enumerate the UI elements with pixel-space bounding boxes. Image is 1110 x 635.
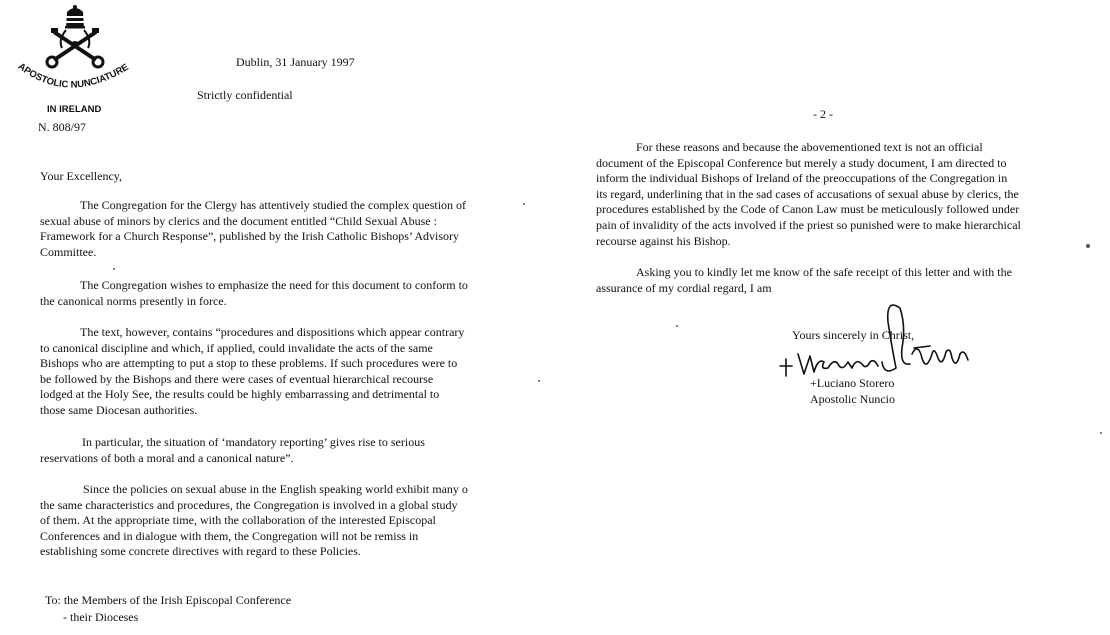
nunciature-country: IN IRELAND: [47, 104, 102, 115]
page-number: - 2 -: [813, 107, 833, 121]
letter-paragraph-1: The Congregation for the Clergy has attentively studied the complex question of sexual abuse of minors by clerics and the document entitled “Child Sexual Abuse : Framework for a Church Response”, published by the Irish Catholic Bishops’ Advisory Committee.: [40, 198, 467, 259]
reference-number: N. 808/97: [38, 120, 86, 134]
addressee-sub: - their Dioceses: [63, 610, 139, 624]
svg-text:APOSTOLIC NUNCIATURE: APOSTOLIC NUNCIATURE: [15, 60, 131, 91]
scan-speck: [1086, 244, 1090, 248]
signer-name: +Luciano Storero: [810, 376, 895, 390]
letter-paragraph-2: The Congregation wishes to emphasize the need for this document to conform to the canonical norms presently in force.: [40, 278, 468, 308]
handwritten-signature: [774, 296, 974, 380]
scan-speck: [538, 380, 540, 382]
place-date: Dublin, 31 January 1997: [236, 55, 355, 69]
addressee-line: To: the Members of the Irish Episcopal Conference: [45, 593, 292, 607]
nunciature-arc-text: [8, 48, 143, 100]
letter-paragraph-4: In particular, the situation of ‘mandatory reporting’ gives rise to serious reservations of both a moral and a canonical nature”.: [40, 435, 425, 465]
scan-speck: [113, 268, 115, 270]
letter-paragraph-6: For these reasons and because the abovementioned text is not an official document of the Episcopal Conference but merely a study document, I am directed to inform the individual Bishops of Ireland of the preoccupations of the Congregation in its regard, underlining that in the sad cases of accusations of sexual abuse by clerics, the procedures established by the Code of Canon Law must be meticulously followed under pain of invalidity of the acts involved if the priest so punished were to make hierarchical recourse against his Bishop.: [596, 140, 1021, 248]
closing-line: Yours sincerely in Christ,: [792, 328, 915, 342]
signer-title: Apostolic Nuncio: [810, 392, 895, 406]
scan-speck: [1100, 432, 1102, 434]
letter-paragraph-5: Since the policies on sexual abuse in the English speaking world exhibit many o the same characteristics and procedures, the Congregation is involved in a global study of them. At the appropriate time, with the collaboration of the interested Episcopal Conferences and in dialogue with them, the Congregation will not be remiss in establishing some concrete directives with regard to these Policies.: [40, 482, 468, 559]
scan-speck: [523, 203, 525, 205]
salutation: Your Excellency,: [40, 169, 122, 183]
letter-paragraph-3: The text, however, contains “procedures and dispositions which appear contrary to canonical discipline and which, if applied, could invalidate the acts of the same Bishops who are attempting to put a stop to these problems. If such procedures were to be followed by the Bishops and there were cases of eventual hierarchical recourse lodged at the Holy See, the results could be highly embarrassing and detrimental to those same Diocesan authorities.: [40, 325, 465, 417]
scan-speck: [676, 325, 678, 327]
letter-paragraph-7: Asking you to kindly let me know of the safe receipt of this letter and with the assurance of my cordial regard, I am: [596, 265, 1012, 295]
confidential-label: Strictly confidential: [197, 88, 293, 102]
